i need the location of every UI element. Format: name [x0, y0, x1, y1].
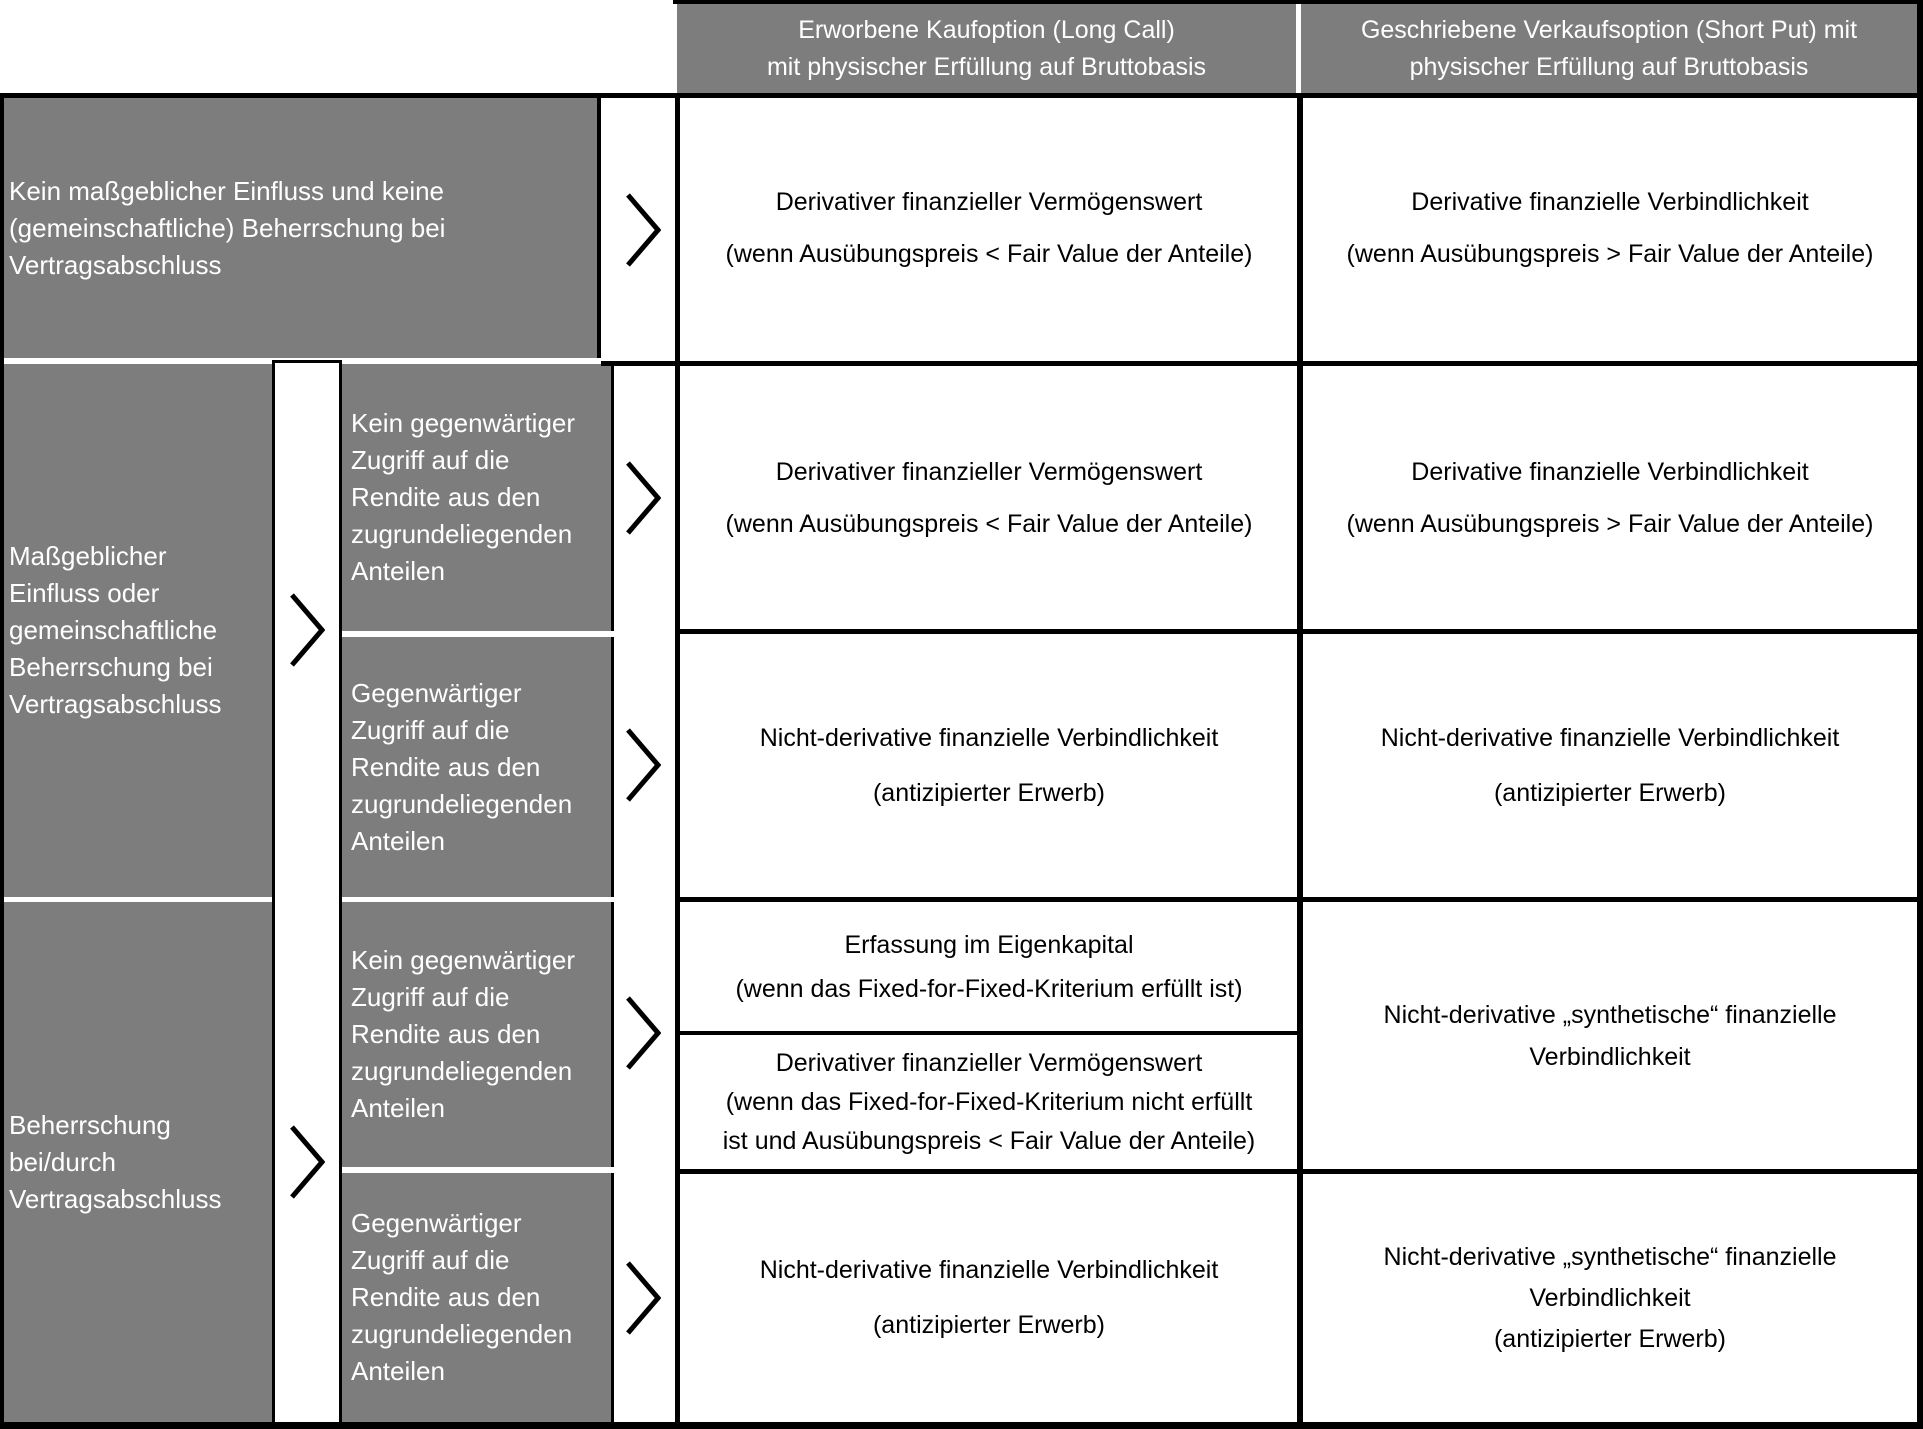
- text-line: zugrundeliegenden: [351, 1056, 573, 1086]
- chevron-right-icon: [625, 727, 661, 803]
- condition-control-current-access: [342, 1173, 614, 1422]
- text-line: Anteilen: [351, 1356, 445, 1386]
- text-line: Verbindlichkeit: [1529, 1042, 1691, 1071]
- grid-hline-row1-row2: [601, 361, 1923, 366]
- cell-row1-short-put: [1303, 98, 1917, 358]
- text-line: (wenn Ausübungspreis < Fair Value der Anteile): [725, 509, 1253, 538]
- text-line: Gegenwärtiger: [351, 1208, 522, 1238]
- text-line: Beherrschung bei: [9, 652, 213, 682]
- text-line: (antizipierter Erwerb): [1493, 1324, 1726, 1353]
- text-line: Nicht-derivative finanzielle Verbindlichkeit: [759, 723, 1219, 752]
- border-bottom: [0, 1422, 1923, 1429]
- text-line: Erfassung im Eigenkapital: [844, 930, 1134, 959]
- border-header-top: [673, 0, 1923, 4]
- grid-hline-row2a-row2b: [675, 629, 1923, 634]
- text-line: (antizipierter Erwerb): [872, 778, 1105, 807]
- condition-control: [0, 902, 272, 1422]
- text-line: zugrundeliegenden: [351, 788, 573, 819]
- text-line: Zugriff auf die: [351, 445, 510, 475]
- border-right: [1917, 0, 1923, 1429]
- text-line: ist und Ausübungspreis < Fair Value der Anteile): [722, 1126, 1256, 1155]
- text-line: (wenn Ausübungspreis > Fair Value der Anteile): [1346, 240, 1874, 268]
- text-line: Derivativer finanzieller Vermögenswert: [775, 1048, 1203, 1077]
- grid-vline-column-divider: [1297, 93, 1303, 1422]
- text-line: Maßgeblicher: [9, 541, 167, 571]
- header-divider: [1297, 4, 1301, 93]
- text-line: Kein gegenwärtiger: [351, 945, 576, 975]
- text-line: Einfluss oder: [9, 578, 160, 608]
- level-spacer-column: [272, 360, 342, 1422]
- text-line: Vertragsabschluss: [9, 689, 222, 719]
- border-header-bottom: [0, 93, 1923, 98]
- cell-row3a-long-call-equity: [680, 902, 1298, 1031]
- cell-row3a-short-put: [1303, 902, 1917, 1169]
- text-line: Nicht-derivative „synthetische“ finanzielle: [1383, 1242, 1837, 1271]
- text-line: (wenn Ausübungspreis > Fair Value der Anteile): [1346, 509, 1874, 538]
- chevron-right-icon: [625, 192, 661, 268]
- text-line: Kein gegenwärtiger: [351, 408, 576, 438]
- condition-influence-no-current-access: [342, 364, 614, 631]
- text-line: (antizipierter Erwerb): [1493, 778, 1726, 807]
- cell-row3b-short-put: [1303, 1174, 1917, 1422]
- text-line: Nicht-derivative finanzielle Verbindlichkeit: [1380, 723, 1840, 752]
- text-line: Nicht-derivative finanzielle Verbindlichkeit: [759, 1256, 1219, 1284]
- chevron-right-icon: [625, 1260, 661, 1336]
- cell-row3b-long-call: [680, 1174, 1298, 1422]
- text-line: Zugriff auf die: [351, 982, 510, 1012]
- text-line: Gegenwärtiger: [351, 677, 522, 708]
- header-long-call-line2: mit physischer Erfüllung auf Bruttobasis: [766, 52, 1207, 81]
- text-line: Beherrschung: [9, 1109, 171, 1140]
- condition-no-influence: [0, 98, 601, 358]
- text-line: Derivativer finanzieller Vermögenswert: [775, 188, 1203, 216]
- text-line: zugrundeliegenden: [351, 1319, 573, 1349]
- cell-row2b-short-put: [1303, 634, 1917, 897]
- text-line: Rendite aus den: [351, 1019, 541, 1049]
- text-line: Nicht-derivative „synthetische“ finanzielle: [1383, 1000, 1837, 1029]
- text-line: (wenn Ausübungspreis < Fair Value der Anteile): [725, 240, 1253, 268]
- condition-influence-current-access: [342, 637, 614, 897]
- text-line: bei/durch: [9, 1146, 116, 1177]
- text-line: Zugriff auf die: [351, 1245, 510, 1275]
- chevron-right-icon: [625, 995, 661, 1071]
- cell-row1-long-call: [680, 98, 1298, 358]
- text-line: Zugriff auf die: [351, 714, 510, 745]
- text-line: gemeinschaftliche: [9, 615, 218, 645]
- text-line: zugrundeliegenden: [351, 519, 573, 549]
- text-line: Vertragsabschluss: [9, 1183, 222, 1214]
- header-short-put-line1: Geschriebene Verkaufsoption (Short Put) mit: [1360, 15, 1858, 44]
- text-line: Vertragsabschluss: [9, 249, 222, 280]
- condition-control-no-current-access: [342, 902, 614, 1167]
- grid-hline-row3a-row3b: [675, 1169, 1923, 1174]
- condition-significant-influence: [0, 364, 272, 897]
- text-line: Rendite aus den: [351, 482, 541, 512]
- header-short-put: [1301, 4, 1917, 93]
- chevron-right-icon: [289, 592, 325, 668]
- text-line: Verbindlichkeit: [1529, 1283, 1691, 1312]
- text-line: Anteilen: [351, 1093, 445, 1123]
- grid-hline-row2-row3: [675, 897, 1923, 902]
- cell-row2b-long-call: [680, 634, 1298, 897]
- cell-row2a-short-put: [1303, 366, 1917, 629]
- grid-hline-row3a-split: [680, 1031, 1298, 1035]
- text-line: (wenn das Fixed-for-Fixed-Kriterium erfüllt ist): [735, 974, 1243, 1003]
- cell-row3a-long-call-derivative: [680, 1035, 1298, 1169]
- text-line: Anteilen: [351, 556, 445, 586]
- cell-row2a-long-call: [680, 366, 1298, 629]
- text-line: Derivativer finanzieller Vermögenswert: [775, 457, 1203, 486]
- border-left: [0, 93, 4, 1429]
- chevron-right-icon: [625, 460, 661, 536]
- text-line: Derivative finanzielle Verbindlichkeit: [1411, 457, 1809, 486]
- text-line: Rendite aus den: [351, 751, 541, 782]
- chevron-right-icon: [289, 1124, 325, 1200]
- header-short-put-line2: physischer Erfüllung auf Bruttobasis: [1409, 52, 1809, 81]
- text-line: Rendite aus den: [351, 1282, 541, 1312]
- header-long-call: [677, 4, 1296, 93]
- text-line: Derivative finanzielle Verbindlichkeit: [1411, 188, 1809, 216]
- header-long-call-line1: Erworbene Kaufoption (Long Call): [798, 15, 1175, 44]
- text-line: (wenn das Fixed-for-Fixed-Kriterium nicht erfüllt: [725, 1087, 1253, 1116]
- text-line: (antizipierter Erwerb): [872, 1311, 1105, 1339]
- text-line: Anteilen: [351, 825, 445, 856]
- text-line: (gemeinschaftliche) Beherrschung bei: [9, 212, 446, 243]
- text-line: Kein maßgeblicher Einfluss und keine: [9, 175, 445, 206]
- grid-vline-cells-left: [675, 93, 680, 1422]
